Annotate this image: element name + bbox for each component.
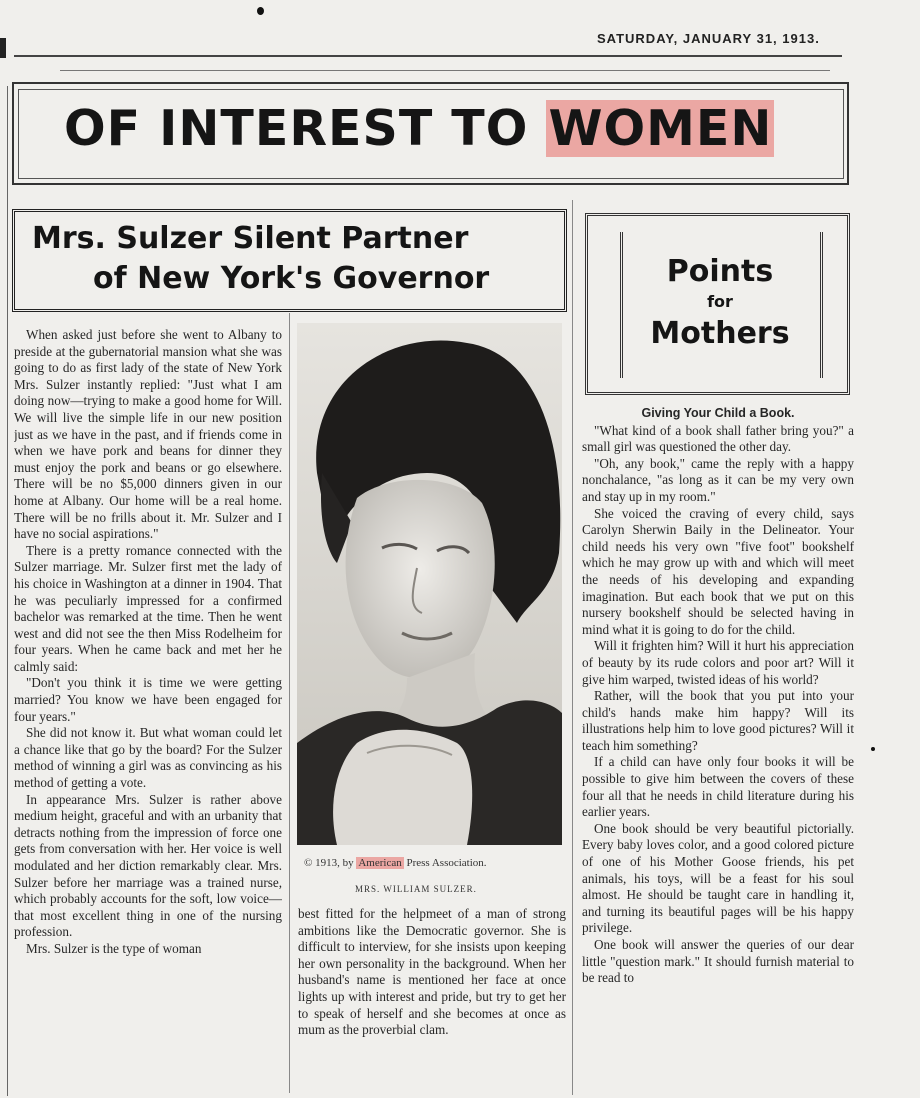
sidebar-paragraph: If a child can have only four books it will be possible to give him between the covers of these four all that he needs in child literature during his earlier years. — [582, 754, 854, 820]
photo-credit-suffix: Press Association. — [403, 857, 487, 869]
sidebar-paragraph: "What kind of a book shall father bring you?" a small girl was questioned the other day. — [582, 422, 854, 455]
portrait-illustration — [297, 323, 562, 845]
top-rule — [14, 55, 842, 57]
continuation-paragraph: best fitted for the helpmeet of a man of strong ambitions like the Democratic governor. She is difficult to interview, for she insists upon keeping her own personality in the background. When her husband's name is mentioned her face at once lights up with interest and pride, but try to get her to speak of herself and she becomes at once as mum as the proverbial clam. — [298, 906, 566, 1038]
section-title-highlight: WOMEN — [548, 100, 773, 157]
sidebar-paragraph: One book should be very beautiful pictorially. Every baby loves color, and a good colored picture of one of his Mother Goose friends, his pet animals, his toys, will be a feast for his soul almost. He should be taught care in handling it, and turning its beautiful pages will be his happy privilege. — [582, 820, 854, 936]
section-title-main: OF INTEREST TO — [64, 100, 547, 157]
sidebar-heading-line-3: Mothers — [650, 316, 790, 351]
sidebar-subhead: Giving Your Child a Book. — [641, 406, 795, 420]
article-paragraph: Mrs. Sulzer is the type of woman — [26, 940, 202, 956]
sidebar-paragraph: Will it frighten him? Will it hurt his appreciation of beauty by its rude colors and poor art? Will it give him warped, twisted ideas of his world? — [582, 638, 854, 687]
article-continuation — [298, 906, 566, 1066]
article-paragraph: In appearance Mrs. Sulzer is rather above medium height, graceful and with an urbanity that detracts nothing from the impression of force one gets from conversation with her. Her voice is well modulated and her diction remarkably clear. Mrs. Sulzer before her marriage was a trained nurse, which probably accounts for the soft, low voice—that most excellent thing in one of the nursing profession. — [14, 791, 282, 940]
top-rule-thin — [60, 70, 830, 71]
article-paragraph: When asked just before she went to Albany to preside at the gubernatorial mansion what she was going to do as first lady of the state of New York Mrs. Sulzer instantly replied: "Just what I am doing now—trying to make a good home for Will. We will live the simple life in our new position just as we have in the past, and if friends come in when we have pork and beans for dinner they must enjoy the pork and beans or go elsewhere. There will be no $5,000 dinners given in our home at Albany. Our home will be a real home. There will be no frills about it. Mr. Sulzer and I have no social aspirations." — [14, 327, 282, 542]
article-paragraph: She did not know it. But what woman could let a chance like that go by the board? For the Sulzer method of winning a girl was as convincing as his method of getting a vote. — [14, 725, 282, 791]
sidebar-paragraph: Rather, will the book that you put into your child's hands make him happy? Will its illustrations help him to love good pictures? Will it teach him something? — [582, 688, 854, 753]
dateline: SATURDAY, JANUARY 31, 1913. — [597, 31, 820, 46]
article-paragraph: "Don't you think it is time we were getting married? You know we have been engaged for four years." — [14, 675, 282, 724]
left-margin-rule — [7, 86, 8, 1096]
sidebar-heading-line-1: Points — [666, 254, 774, 289]
column-rule-2 — [572, 200, 573, 1095]
photo-credit — [304, 857, 487, 869]
headline-line-1: Mrs. Sulzer Silent Partner — [32, 221, 469, 256]
sidebar-paragraph: One book will answer the queries of our dear little "question mark." It should furnish material to be read to — [582, 937, 854, 986]
ink-speck — [257, 7, 264, 15]
article-paragraph: There is a pretty romance connected with the Sulzer marriage. Mr. Sulzer first met the lady of his choice in Washington at a dinner in 1904. That he was peculiarly impressed for a confirmed bachelor was remarked at the time. Then he went west and did not see the then Miss Rodelheim for four years. When he came back and met her he calmly said: — [14, 542, 282, 674]
sidebar-article-column — [582, 405, 854, 1098]
sidebar-paragraph: She voiced the craving of every child, says Carolyn Sherwin Baily in the Delineator. Your child needs his very own "five foot" bookshelf which he may grow up with and which will meet the needs of his developing and expanding imagination. But each book that we put on this nursery bookshelf should be selected having in mind what it is going to do for the child. — [582, 505, 854, 637]
page-number-fragment — [0, 38, 6, 58]
photo-caption: MRS. WILLIAM SULZER. — [355, 884, 477, 894]
article-column — [14, 327, 282, 1092]
column-rule-1 — [289, 313, 290, 1093]
photo-credit-highlight: American — [358, 857, 402, 869]
ink-speck — [871, 747, 875, 751]
sidebar-heading-line-2: for — [707, 292, 733, 311]
portrait-photo — [297, 323, 562, 845]
photo-credit-prefix: © 1913, by — [304, 857, 357, 869]
sidebar-paragraph: "Oh, any book," came the reply with a happy nonchalance, "as long as it can be my very own and stay up in my room." — [582, 455, 854, 504]
headline-line-2: of New York's Governor — [93, 261, 490, 296]
section-title — [64, 100, 774, 157]
